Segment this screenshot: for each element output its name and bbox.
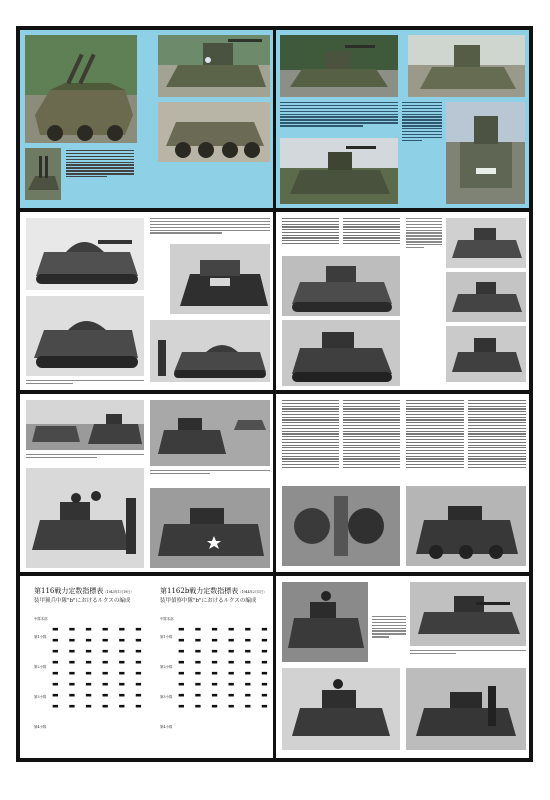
tank-silhouette-icon: ▬: [68, 702, 76, 710]
light-tank-photo-2: [282, 320, 400, 386]
wheeled-apc-photo: [158, 102, 270, 162]
caption-text: [150, 470, 270, 480]
tank-silhouette-icon: ▬: [261, 691, 268, 699]
tank-silhouette-icon: ▬: [227, 691, 235, 699]
tank-silhouette-icon: ▬: [118, 647, 126, 655]
tank-silhouette-icon: ▬: [52, 680, 59, 688]
tank-silhouette-icon: ▬: [52, 625, 59, 633]
spaa-small-photo: [25, 148, 61, 200]
tank-silhouette-icon: ▬: [135, 702, 142, 710]
sherman-crew-photo: [150, 320, 270, 382]
spread-row-2: [20, 212, 529, 390]
tank-silhouette-icon: ▬: [135, 658, 142, 666]
tank-silhouette-icon: ▬: [101, 658, 109, 666]
stuart-star-photo: [150, 488, 270, 568]
tank-silhouette-icon: ▬: [101, 669, 109, 677]
stuart-column-photo: [26, 400, 144, 450]
tank-silhouette-icon: ▬: [178, 691, 185, 699]
tank-silhouette-icon: ▬: [194, 647, 202, 655]
tank-silhouette-icon: ▬: [194, 636, 202, 644]
tank-silhouette-icon: ▬: [68, 680, 76, 688]
tank-silhouette-icon: ▬: [194, 680, 202, 688]
tank-silhouette-icon: ▬: [101, 691, 109, 699]
tank-rear-photo: [406, 486, 526, 566]
tank-silhouette-icon: ▬: [101, 625, 109, 633]
tank-silhouette-icon: ▬: [244, 625, 252, 633]
spread-sp3[interactable]: [20, 212, 273, 390]
org-table-subtitle: 装甲偵察中隊"b"におけるルクスの編成: [160, 598, 257, 604]
tank-silhouette-icon: ▬: [135, 669, 142, 677]
tank-silhouette-icon: ▬: [211, 680, 218, 688]
tank-silhouette-icon: ▬: [85, 702, 92, 710]
tank-silhouette-icon: ▬: [118, 680, 126, 688]
tank-silhouette-icon: ▬: [68, 691, 76, 699]
spaa-forest-photo: [280, 35, 398, 97]
tank-silhouette-icon: ▬: [52, 658, 59, 666]
platoon-label: 第1小隊: [160, 635, 173, 639]
org-table-title: 第1162b戦力定数指標表（1944年2月1日）: [160, 587, 267, 595]
tank-silhouette-icon: ▬: [118, 658, 126, 666]
stuart-crew-photo: [26, 468, 144, 568]
light-tank-photo-3: [446, 218, 526, 268]
spread-sp4[interactable]: [276, 212, 529, 390]
side-text: [402, 102, 442, 202]
tank-silhouette-icon: ▬: [52, 636, 59, 644]
tank-silhouette-icon: ▬: [261, 680, 268, 688]
tank-silhouette-icon: ▬: [85, 669, 92, 677]
tank-silhouette-icon: ▬: [85, 647, 92, 655]
tank-silhouette-icon: ▬: [227, 636, 235, 644]
turret-interior-photo: [282, 486, 400, 566]
org-table-subtitle: 装甲猟兵中隊"b"におけるルクスの編成: [34, 598, 131, 604]
tank-silhouette-icon: ▬: [227, 625, 235, 633]
tank-silhouette-icon: ▬: [244, 691, 252, 699]
spaa-side-photo: [158, 35, 270, 97]
tank-silhouette-icon: ▬: [178, 625, 185, 633]
body-text: [150, 218, 270, 242]
tank-silhouette-icon: ▬: [178, 669, 185, 677]
catalog-sheet: [16, 26, 533, 762]
panzer-photo-4: [406, 668, 526, 750]
tank-silhouette-icon: ▬: [178, 636, 185, 644]
tank-silhouette-icon: ▬: [68, 636, 76, 644]
tank-silhouette-icon: ▬: [85, 691, 92, 699]
tank-silhouette-icon: ▬: [211, 702, 218, 710]
tank-silhouette-icon: ▬: [101, 636, 109, 644]
tank-silhouette-icon: ▬: [85, 636, 92, 644]
caption-text: [26, 380, 144, 386]
tank-silhouette-icon: ▬: [135, 680, 142, 688]
platoon-label: 第2小隊: [160, 665, 173, 669]
light-tank-photo-1: [282, 256, 400, 316]
light-tank-photo-4: [446, 272, 526, 322]
tank-silhouette-icon: ▬: [85, 658, 92, 666]
tank-grid: [52, 626, 142, 710]
platoon-label: 第3小隊: [34, 695, 47, 699]
tank-silhouette-icon: ▬: [261, 636, 268, 644]
tank-silhouette-icon: ▬: [194, 658, 202, 666]
tank-silhouette-icon: ▬: [194, 625, 202, 633]
tank-silhouette-icon: ▬: [211, 636, 218, 644]
tank-silhouette-icon: ▬: [227, 680, 235, 688]
tank-silhouette-icon: ▬: [227, 669, 235, 677]
caption-text: [410, 650, 526, 658]
tank-silhouette-icon: ▬: [227, 647, 235, 655]
spread-row-3: [20, 394, 529, 572]
tank-silhouette-icon: ▬: [244, 658, 252, 666]
spaa-tracked-photo: [280, 138, 398, 204]
sherman-turret-photo: [170, 244, 270, 314]
spread-row-4: [20, 576, 529, 758]
tank-silhouette-icon: ▬: [261, 669, 268, 677]
spread-sp5[interactable]: [20, 394, 273, 572]
platoon-label: 第4小隊: [160, 725, 173, 729]
caption-text: [66, 150, 134, 190]
stuart-field-photo: [150, 400, 270, 466]
tank-silhouette-icon: ▬: [178, 658, 185, 666]
tank-silhouette-icon: ▬: [244, 702, 252, 710]
tank-silhouette-icon: ▬: [85, 625, 92, 633]
hq-label: 中隊本部: [160, 617, 174, 621]
body-columns: [282, 218, 400, 254]
tank-silhouette-icon: ▬: [211, 691, 218, 699]
tank-silhouette-icon: ▬: [135, 647, 142, 655]
spaa-rear-photo: [408, 35, 525, 97]
tank-silhouette-icon: ▬: [68, 669, 76, 677]
tank-silhouette-icon: ▬: [261, 625, 268, 633]
tank-silhouette-icon: ▬: [261, 702, 268, 710]
light-tank-photo-5: [446, 326, 526, 382]
sherman-photo-1: [26, 218, 144, 290]
tank-silhouette-icon: ▬: [211, 658, 218, 666]
spread-sp7[interactable]: [20, 576, 273, 758]
tank-silhouette-icon: ▬: [194, 691, 202, 699]
tank-silhouette-icon: ▬: [68, 625, 76, 633]
tank-silhouette-icon: ▬: [178, 680, 185, 688]
tank-silhouette-icon: ▬: [101, 647, 109, 655]
spread-sp2[interactable]: [276, 30, 529, 208]
tank-silhouette-icon: ▬: [194, 669, 202, 677]
tank-silhouette-icon: ▬: [194, 702, 202, 710]
tank-silhouette-icon: ▬: [68, 647, 76, 655]
body-columns: [282, 400, 400, 482]
spaa-front-photo: [446, 102, 525, 204]
tank-silhouette-icon: ▬: [211, 647, 218, 655]
tank-silhouette-icon: ▬: [52, 702, 59, 710]
tank-silhouette-icon: ▬: [211, 625, 218, 633]
tank-silhouette-icon: ▬: [135, 691, 142, 699]
tank-silhouette-icon: ▬: [261, 658, 268, 666]
panzer-photo-2: [410, 582, 526, 646]
tank-silhouette-icon: ▬: [211, 669, 218, 677]
platoon-label: 第3小隊: [160, 695, 173, 699]
spread-sp8[interactable]: [276, 576, 529, 758]
org-table-title: 第116戦力定数指標表（1943年1月19日）: [34, 587, 134, 595]
platoon-label: 第2小隊: [34, 665, 47, 669]
tank-silhouette-icon: ▬: [118, 636, 126, 644]
body-columns: [406, 400, 526, 482]
panzer-photo-1: [282, 582, 368, 662]
tank-silhouette-icon: ▬: [52, 691, 59, 699]
tank-silhouette-icon: ▬: [227, 658, 235, 666]
caption-text: [26, 454, 144, 462]
tank-silhouette-icon: ▬: [135, 625, 142, 633]
tank-silhouette-icon: ▬: [244, 669, 252, 677]
tank-silhouette-icon: ▬: [178, 702, 185, 710]
tank-silhouette-icon: ▬: [118, 625, 126, 633]
tank-silhouette-icon: ▬: [101, 702, 109, 710]
spread-sp1[interactable]: [20, 30, 273, 208]
body-text: [280, 102, 398, 136]
platoon-label: 第1小隊: [34, 635, 47, 639]
body-text: [406, 218, 442, 264]
tank-silhouette-icon: ▬: [68, 658, 76, 666]
sherman-photo-2: [26, 296, 144, 376]
tank-silhouette-icon: ▬: [101, 680, 109, 688]
tank-silhouette-icon: ▬: [52, 647, 59, 655]
tank-silhouette-icon: ▬: [118, 669, 126, 677]
tank-silhouette-icon: ▬: [85, 680, 92, 688]
tank-silhouette-icon: ▬: [227, 702, 235, 710]
tank-silhouette-icon: ▬: [261, 647, 268, 655]
tank-grid: [178, 626, 268, 710]
panzer-photo-3: [282, 668, 400, 750]
tank-silhouette-icon: ▬: [135, 636, 142, 644]
tank-silhouette-icon: ▬: [244, 636, 252, 644]
spread-sp6[interactable]: [276, 394, 529, 572]
tank-silhouette-icon: ▬: [118, 702, 126, 710]
tank-silhouette-icon: ▬: [244, 680, 252, 688]
hq-label: 中隊本部: [34, 617, 48, 621]
caption-text: [372, 616, 406, 662]
tank-silhouette-icon: ▬: [178, 647, 185, 655]
tank-silhouette-icon: ▬: [244, 647, 252, 655]
platoon-label: 第4小隊: [34, 725, 47, 729]
tank-silhouette-icon: ▬: [52, 669, 59, 677]
spread-row-1: [20, 30, 529, 208]
spaa-camo-photo: [25, 35, 137, 143]
tank-silhouette-icon: ▬: [118, 691, 126, 699]
